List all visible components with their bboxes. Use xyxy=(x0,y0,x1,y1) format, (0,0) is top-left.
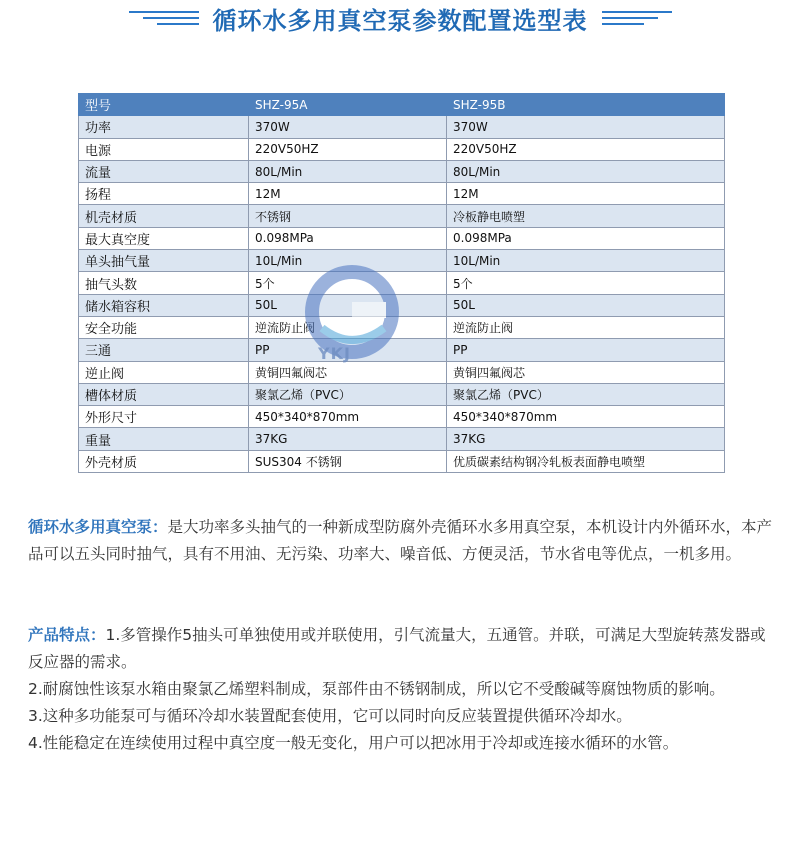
spec-value-cell: 0.098MPa xyxy=(447,227,725,249)
spec-value-cell: PP xyxy=(249,339,447,361)
spec-value-cell: 370W xyxy=(249,116,447,138)
spec-value-cell: 黄铜四氟阀芯 xyxy=(249,361,447,383)
spec-value-cell: 220V50HZ xyxy=(249,138,447,160)
spec-name-cell: 储水箱容积 xyxy=(79,294,249,316)
spec-name-cell: 最大真空度 xyxy=(79,227,249,249)
page-title: 循环水多用真空泵参数配置选型表 xyxy=(212,6,588,35)
feature-item: 2.耐腐蚀性该泵水箱由聚氯乙烯塑料制成，泵部件由不锈钢制成，所以它不受酸碱等腐蚀物质的影响。 xyxy=(28,680,725,698)
spec-name-cell: 重量 xyxy=(79,428,249,450)
table-row xyxy=(79,428,725,450)
spec-value-cell: 370W xyxy=(447,116,725,138)
table-row xyxy=(79,250,725,272)
title-bar xyxy=(0,0,800,36)
title-decoration-right xyxy=(602,11,672,25)
spec-value-cell: 37KG xyxy=(249,428,447,450)
spec-name-cell: 逆止阀 xyxy=(79,361,249,383)
features-section xyxy=(28,622,780,757)
feature-item: 3.这种多功能泵可与循环冷却水装置配套使用，它可以同时向反应装置提供循环冷却水。 xyxy=(28,707,632,725)
table-header-cell: 型号 xyxy=(79,94,249,116)
spec-table xyxy=(78,93,725,473)
spec-name-cell: 单头抽气量 xyxy=(79,250,249,272)
spec-value-cell: 黄铜四氟阀芯 xyxy=(447,361,725,383)
spec-value-cell: 聚氯乙烯（PVC） xyxy=(447,383,725,405)
spec-value-cell: SUS304 不锈钢 xyxy=(249,450,447,472)
spec-value-cell: 5个 xyxy=(447,272,725,294)
spec-value-cell: 优质碳素结构钢冷轧板表面静电喷塑 xyxy=(447,450,725,472)
table-row xyxy=(79,361,725,383)
spec-name-cell: 外形尺寸 xyxy=(79,406,249,428)
spec-value-cell: 5个 xyxy=(249,272,447,294)
spec-value-cell: PP xyxy=(447,339,725,361)
spec-value-cell: 50L xyxy=(249,294,447,316)
table-row xyxy=(79,205,725,227)
spec-value-cell: 聚氯乙烯（PVC） xyxy=(249,383,447,405)
table-row xyxy=(79,183,725,205)
feature-item: 4.性能稳定在连续使用过程中真空度一般无变化，用户可以把冰用于冷却或连接水循环的水管。 xyxy=(28,734,679,752)
spec-value-cell: 37KG xyxy=(447,428,725,450)
spec-value-cell: 450*340*870mm xyxy=(447,406,725,428)
table-header-row xyxy=(79,94,725,116)
title-decoration-left xyxy=(129,11,199,25)
spec-name-cell: 安全功能 xyxy=(79,316,249,338)
table-row xyxy=(79,339,725,361)
table-row xyxy=(79,294,725,316)
spec-name-cell: 流量 xyxy=(79,160,249,182)
spec-value-cell: 10L/Min xyxy=(447,250,725,272)
table-row xyxy=(79,272,725,294)
spec-name-cell: 电源 xyxy=(79,138,249,160)
spec-value-cell: 80L/Min xyxy=(447,160,725,182)
feature-text: 1.多管操作5抽头可单独使用或并联使用，引气流量大，五通管。并联，可满足大型旋转蒸发器或反应器的需求。 xyxy=(28,626,766,671)
table-row xyxy=(79,383,725,405)
table-row xyxy=(79,316,725,338)
spec-value-cell: 80L/Min xyxy=(249,160,447,182)
spec-value-cell: 逆流防止阀 xyxy=(249,316,447,338)
table-row xyxy=(79,160,725,182)
feature-item xyxy=(28,622,780,676)
spec-name-cell: 外壳材质 xyxy=(79,450,249,472)
spec-value-cell: 450*340*870mm xyxy=(249,406,447,428)
table-row xyxy=(79,138,725,160)
spec-name-cell: 槽体材质 xyxy=(79,383,249,405)
spec-name-cell: 机壳材质 xyxy=(79,205,249,227)
spec-value-cell: 冷板静电喷塑 xyxy=(447,205,725,227)
table-row xyxy=(79,227,725,249)
intro-lead: 循环水多用真空泵： xyxy=(28,518,168,536)
spec-value-cell: 逆流防止阀 xyxy=(447,316,725,338)
spec-value-cell: 0.098MPa xyxy=(249,227,447,249)
spec-value-cell: 12M xyxy=(447,183,725,205)
spec-value-cell: 50L xyxy=(447,294,725,316)
spec-name-cell: 扬程 xyxy=(79,183,249,205)
spec-value-cell: 不锈钢 xyxy=(249,205,447,227)
spec-value-cell: 10L/Min xyxy=(249,250,447,272)
spec-name-cell: 功率 xyxy=(79,116,249,138)
table-row xyxy=(79,406,725,428)
intro-paragraph xyxy=(28,514,780,568)
spec-name-cell: 抽气头数 xyxy=(79,272,249,294)
spec-value-cell: 220V50HZ xyxy=(447,138,725,160)
spec-value-cell: 12M xyxy=(249,183,447,205)
spec-name-cell: 三通 xyxy=(79,339,249,361)
features-lead: 产品特点： xyxy=(28,626,106,644)
watermark-text: YKJ xyxy=(318,344,351,363)
table-row xyxy=(79,116,725,138)
table-row xyxy=(79,450,725,472)
intro-text: 是大功率多头抽气的一种新成型防腐外壳循环水多用真空泵，本机设计内外循环水，本产品可以五头同时抽气，具有不用油、无污染、功率大、噪音低、方便灵活，节水省电等优点，一机多用。 xyxy=(28,518,773,563)
table-header-cell: SHZ-95A xyxy=(249,94,447,116)
table-header-cell: SHZ-95B xyxy=(447,94,725,116)
